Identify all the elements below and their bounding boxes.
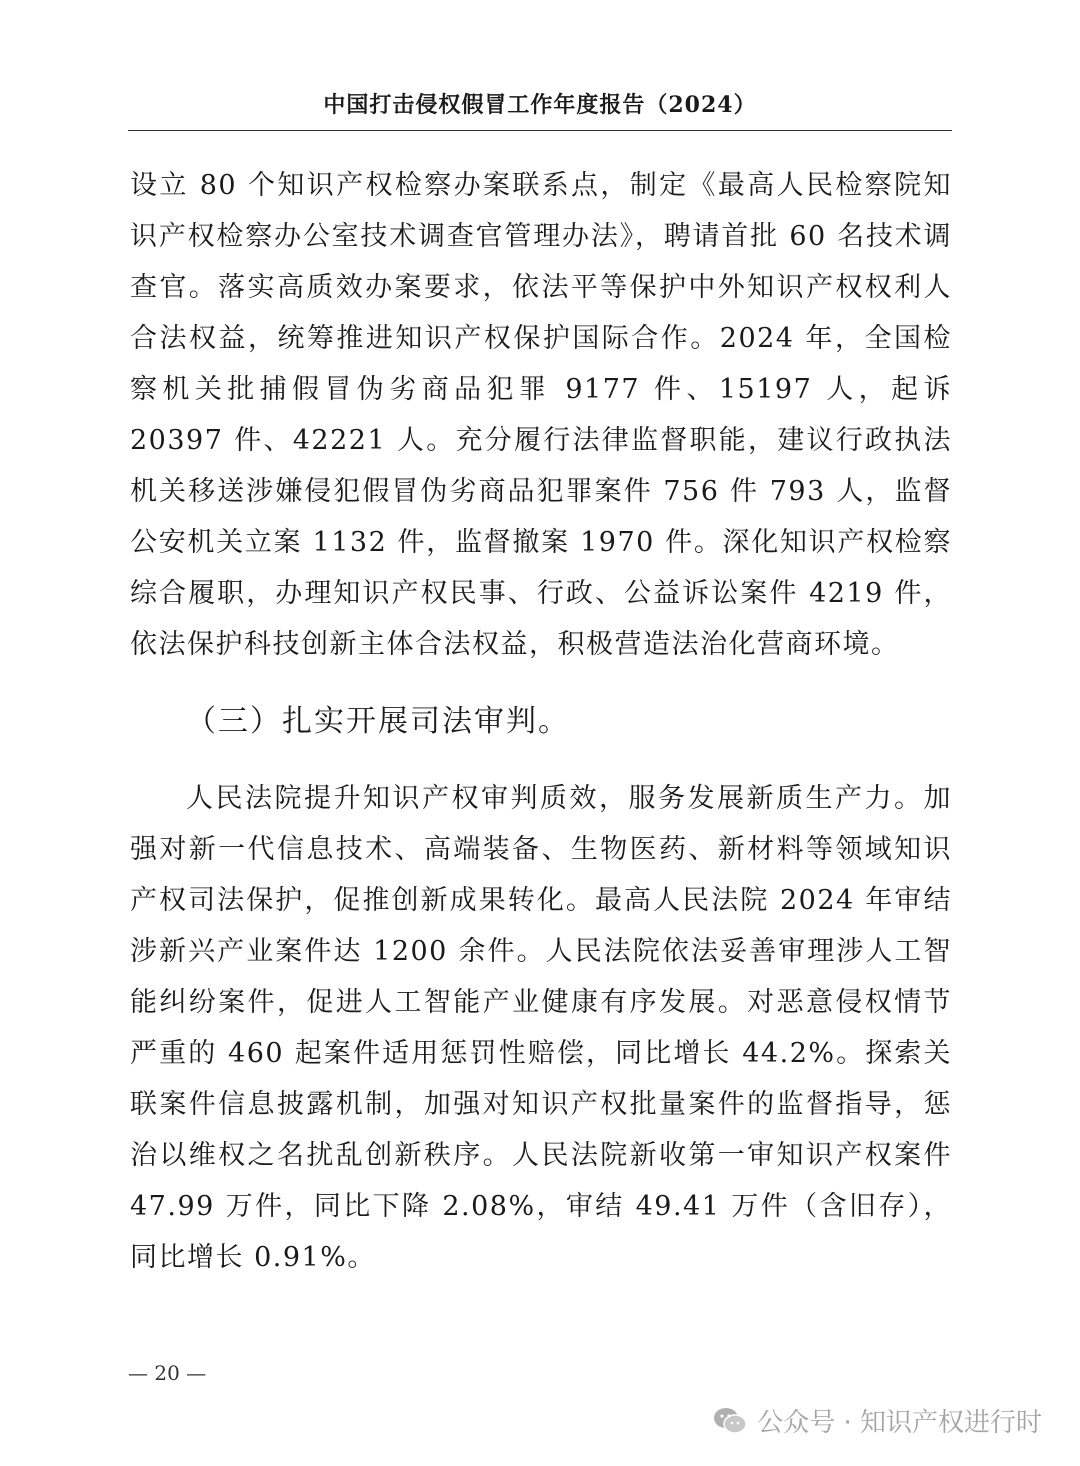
body-paragraph-1: 设立 80 个知识产权检察办案联系点，制定《最高人民检察院知识产权检察办公室技术调查官管理办法》，聘请首批 60 名技术调查官。落实高质效办案要求，依法平等保护中外知识产权权利人合法权益，统筹推进知识产权保护国际合作。2024 年，全国检察机关批捕假冒伪劣商品犯罪 9177 件、15197 人，起诉 20397 件、42221 人。充分履行法律监督职能，建议行政执法机关移送涉嫌侵犯假冒伪劣商品犯罪案件 756 件 793 人，监督公安机关立案 1132 件，监督撤案 1970 件。深化知识产权检察综合履职，办理知识产权民事、行政、公益诉讼案件 4219 件，依法保护科技创新主体合法权益，积极营造法治化营商环境。	[130, 170, 952, 660]
header-rule	[128, 130, 952, 131]
section-heading: （三）扎实开展司法审判。	[186, 704, 570, 739]
watermark	[713, 1402, 1042, 1439]
body-paragraph-2: 人民法院提升知识产权审判质效，服务发展新质生产力。加强对新一代信息技术、高端装备、生物医药、新材料等领域知识产权司法保护，促推创新成果转化。最高人民法院 2024 年审结涉新兴产业案件达 1200 余件。人民法院依法妥善审理涉人工智能纠纷案件，促进人工智能产业健康有序发展。对恶意侵权情节严重的 460 起案件适用惩罚性赔偿，同比增长 44.2%。探索关联案件信息披露机制，加强对知识产权批量案件的监督指导，惩治以维权之名扰乱创新秩序。人民法院新收第一审知识产权案件 47.99 万件，同比下降 2.08%，审结 49.41 万件（含旧存），同比增长 0.91%。	[130, 783, 952, 1273]
watermark-text: 公众号 · 知识产权进行时	[757, 1408, 1042, 1438]
page-number: — 20 —	[128, 1361, 207, 1385]
wechat-icon	[713, 1406, 747, 1436]
running-header: 中国打击侵权假冒工作年度报告（2024）	[323, 92, 757, 118]
